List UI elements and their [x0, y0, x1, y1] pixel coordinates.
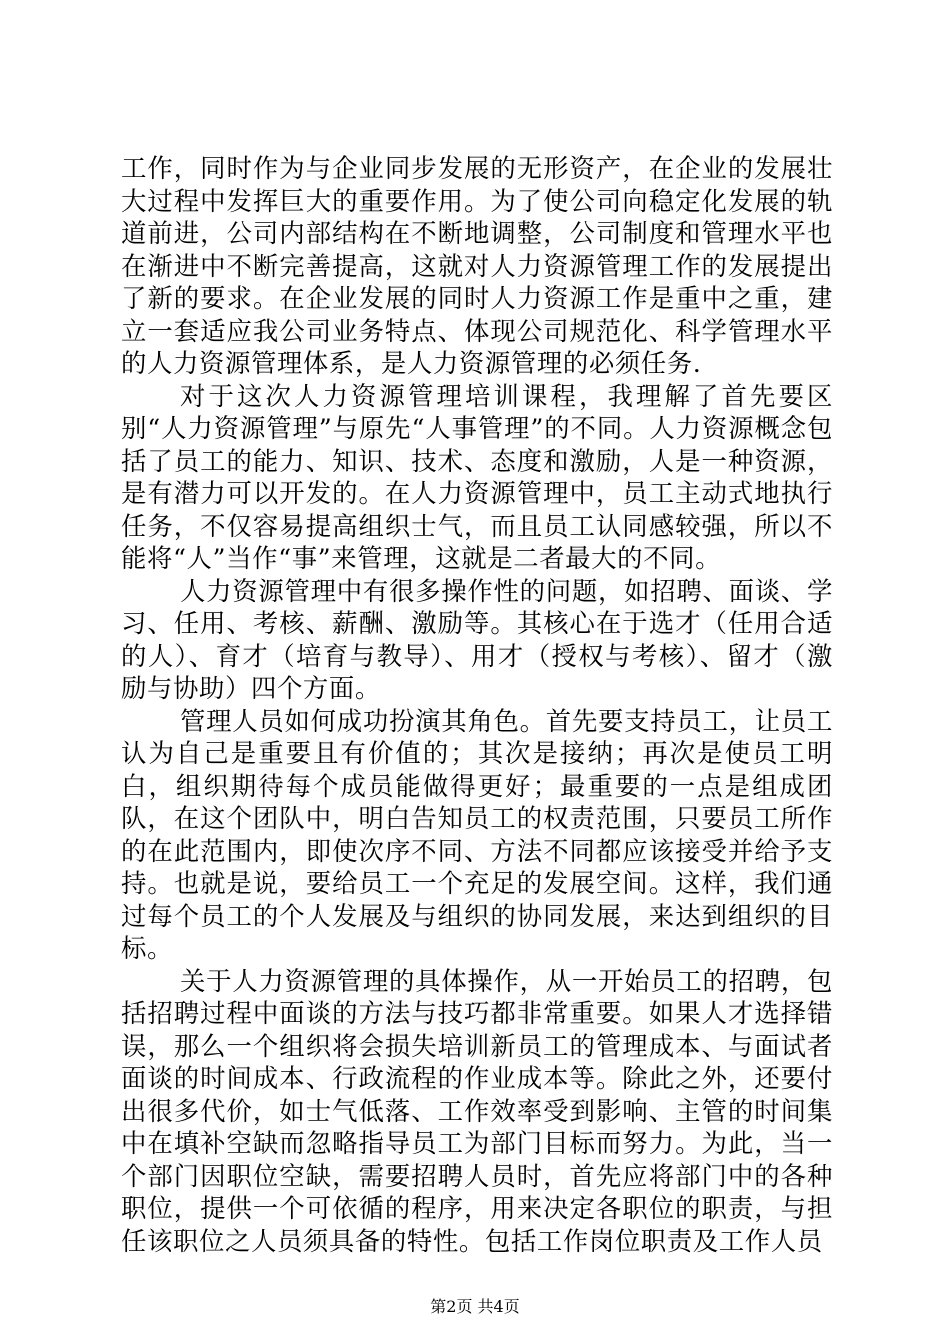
paragraph-continuation: 工作，同时作为与企业同步发展的无形资产，在企业的发展壮大过程中发挥巨大的重要作用。为了使公司向稳定化发展的轨道前进，公司内部结构在不断地调整，公司制度和管理水平也在渐进中不断完善提高，这就对人力资源管理工作的发展提出了新的要求。在企业发展的同时人力资源工作是重中之重，建立一套适应我公司业务特点、体现公司规范化、科学管理水平的人力资源管理体系，是人力资源管理的必须任务. [121, 153, 833, 378]
paragraph-training-course: 对于这次人力资源管理培训课程，我理解了首先要区别“人力资源管理”与原先“人事管理”的不同。人力资源概念包括了员工的能力、知识、技术、态度和激励，人是一种资源，是有潜力可以开发的。在人力资源管理中，员工主动式地执行任务，不仅容易提高组织士气，而且员工认同感较强，所以不能将“人”当作“事”来管理，这就是二者最大的不同。 [121, 380, 833, 573]
paragraph-recruitment: 关于人力资源管理的具体操作，从一开始员工的招聘，包括招聘过程中面谈的方法与技巧都非常重要。如果人才选择错误，那么一个组织将会损失培训新员工的管理成本、与面试者面谈的时间成本、行政流程的作业成本等。除此之外，还要付出很多代价，如士气低落、工作效率受到影响、主管的时间集中在填补空缺而忽略指导员工为部门目标而努力。为此，当一个部门因职位空缺，需要招聘人员时，首先应将部门中的各种职位，提供一个可依循的程序，用来决定各职位的职责，与担任该职位之人员须具备的特性。包括工作岗位职责及工作人员 [121, 965, 833, 1256]
paragraph-manager-role: 管理人员如何成功扮演其角色。首先要支持员工，让员工认为自己是重要且有价值的；其次是接纳；再次是使员工明白，组织期待每个成员能做得更好；最重要的一点是组成团队，在这个团队中，明白告知员工的权责范围，只要员工所作的在此范围内，即使次序不同、方法不同都应该接受并给予支持。也就是说，要给员工一个充足的发展空间。这样，我们通过每个员工的个人发展及与组织的协同发展，来达到组织的目标。 [121, 705, 833, 963]
document-body [121, 152, 833, 1257]
page-footer: 第2页 共4页 [430, 1297, 520, 1316]
paragraph-operational-issues: 人力资源管理中有很多操作性的问题，如招聘、面谈、学习、任用、考核、薪酬、激励等。其核心在于选才（任用合适的人）、育才（培育与教导）、用才（授权与考核）、留才（激励与协助）四个方面。 [121, 575, 833, 703]
